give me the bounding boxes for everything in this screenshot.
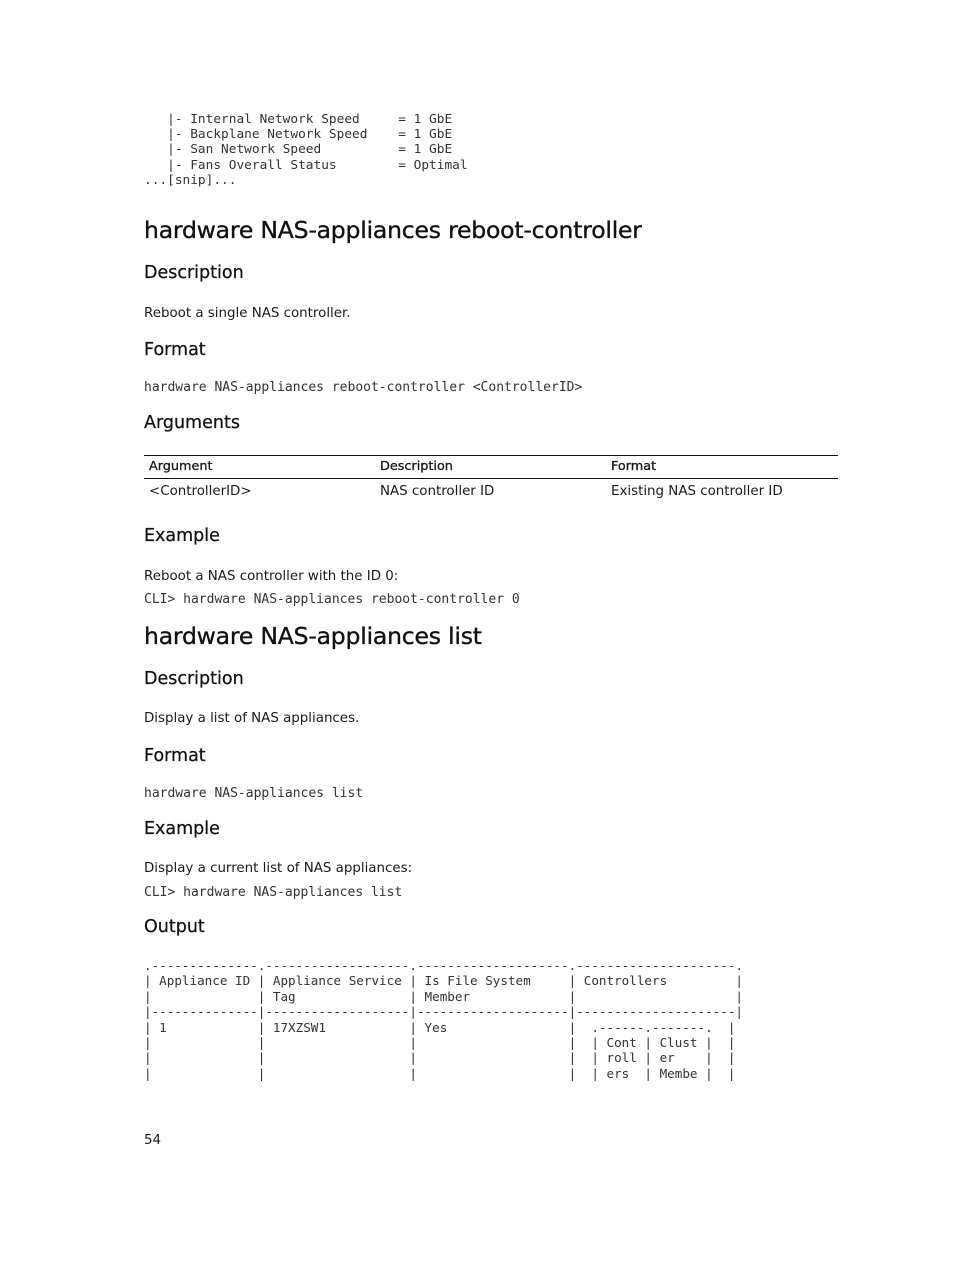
- example-code: CLI> hardware NAS-appliances list: [144, 885, 403, 900]
- description-text: Reboot a single NAS controller.: [144, 306, 351, 321]
- table-header-cell: Format: [606, 456, 838, 479]
- heading-description: Description: [144, 263, 244, 283]
- code-line: |- San Network Speed = 1 GbE: [144, 142, 453, 158]
- code-line: | | | | | Cont | Clust | |: [144, 1035, 736, 1051]
- table-row: [144, 479, 838, 504]
- format-code: hardware NAS-appliances reboot-controller <ControllerID>: [144, 380, 583, 395]
- table-header-cell: Argument: [144, 456, 375, 479]
- code-line: |- Backplane Network Speed = 1 GbE: [144, 127, 453, 143]
- arguments-table: [144, 455, 838, 503]
- code-line: | | | | | roll | er | |: [144, 1050, 736, 1066]
- heading-format: Format: [144, 340, 206, 360]
- table-cell: <ControllerID>: [149, 484, 252, 499]
- code-line: ...[snip]...: [144, 172, 237, 188]
- top-code-block: [144, 112, 468, 188]
- code-line: | | Tag | Member | |: [144, 988, 743, 1004]
- code-line: |- Fans Overall Status = Optimal: [144, 157, 468, 173]
- code-line: |--------------|-------------------|--------------------|---------------------|: [144, 1004, 743, 1020]
- heading-output: Output: [144, 917, 205, 937]
- code-line: .--------------.-------------------.--------------------.---------------------.: [144, 958, 743, 973]
- heading-example: Example: [144, 526, 220, 546]
- table-header-row: [144, 456, 838, 479]
- code-line: |- Internal Network Speed = 1 GbE: [144, 112, 453, 127]
- example-text: Reboot a NAS controller with the ID 0:: [144, 569, 399, 584]
- heading-arguments: Arguments: [144, 413, 240, 433]
- output-code-block: [144, 958, 743, 1081]
- heading-example: Example: [144, 819, 220, 839]
- description-text: Display a list of NAS appliances.: [144, 711, 360, 726]
- code-line: | Appliance ID | Appliance Service | Is File System | Controllers |: [144, 973, 743, 989]
- code-line: | 1 | 17XZSW1 | Yes | .------.-------. |: [144, 1019, 736, 1035]
- table-cell: NAS controller ID: [380, 484, 495, 499]
- format-code: hardware NAS-appliances list: [144, 786, 364, 801]
- table-cell: Existing NAS controller ID: [611, 484, 783, 499]
- example-code: CLI> hardware NAS-appliances reboot-controller 0: [144, 592, 520, 607]
- section-title-reboot-controller: hardware NAS-appliances reboot-controller: [144, 216, 642, 244]
- example-text: Display a current list of NAS appliances:: [144, 861, 413, 876]
- section-title-list: hardware NAS-appliances list: [144, 622, 482, 650]
- heading-format: Format: [144, 746, 206, 766]
- code-line: | | | | | ers | Membe | |: [144, 1065, 736, 1081]
- heading-description: Description: [144, 669, 244, 689]
- page-number: 54: [144, 1133, 162, 1148]
- table-header-cell: Description: [375, 456, 606, 479]
